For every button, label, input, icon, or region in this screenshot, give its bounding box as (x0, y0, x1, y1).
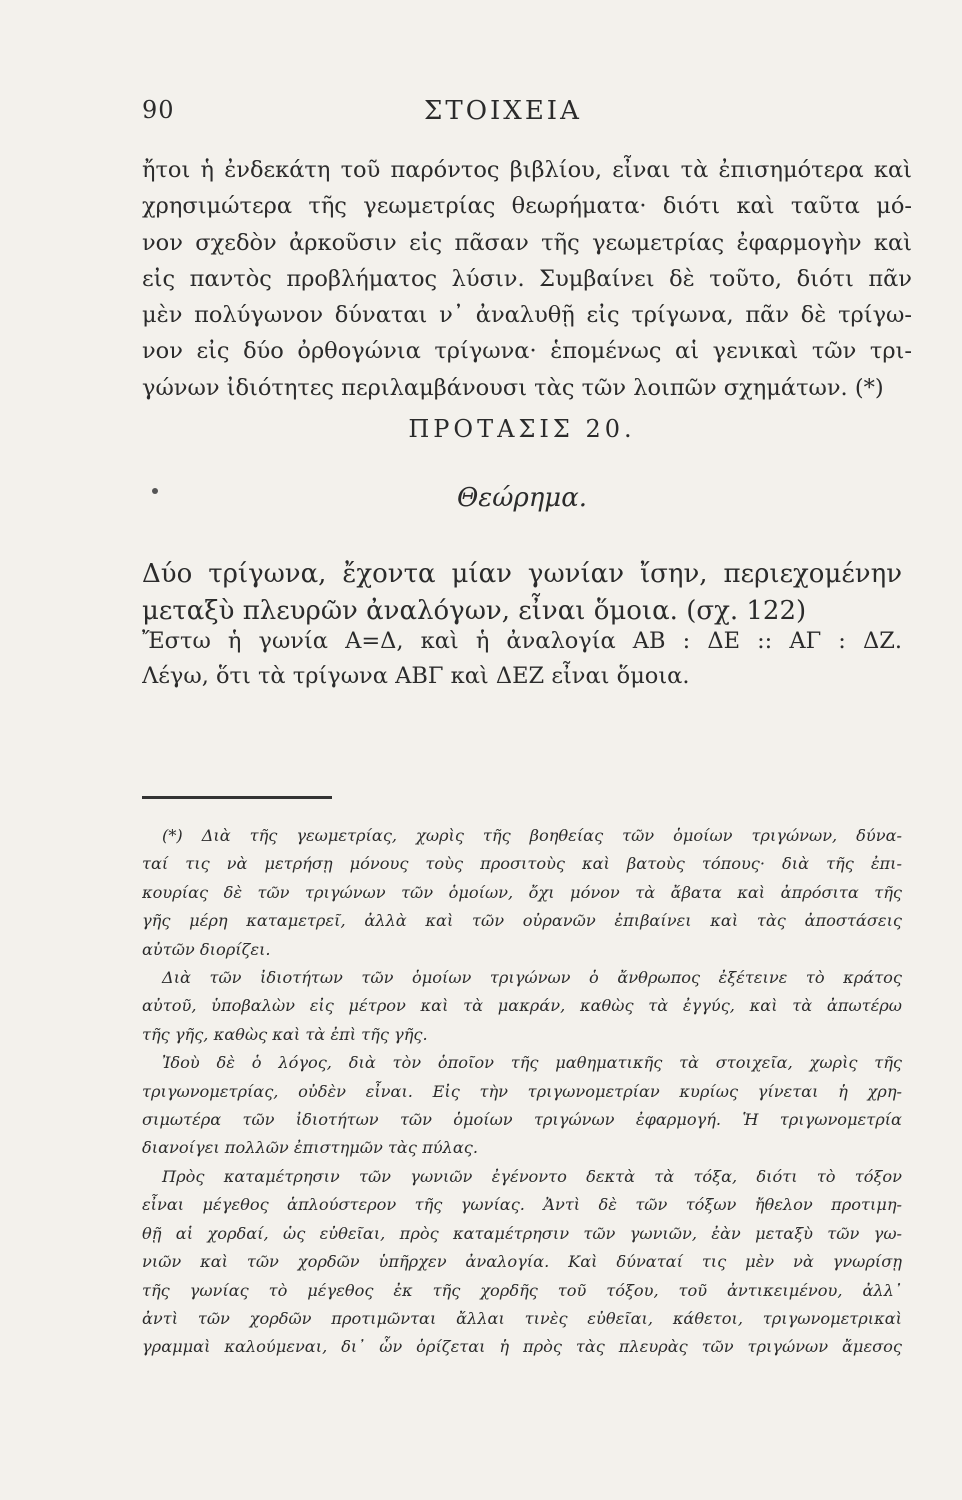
footnote-line: (*) Διὰ τῆς γεωμετρίας, χωρὶς τῆς βοηθείας τῶν ὁμοίων τριγώνων, δύνα- (162, 826, 902, 845)
theorem-heading: Θεώρημα. (456, 483, 588, 513)
footnote-line: θῇ αἱ χορδαί, ὡς εὐθεῖαι, πρὸς καταμέτρησιν τῶν γωνιῶν, ἐὰν μεταξὺ τῶν γω- (142, 1223, 902, 1243)
proof-line: Λέγω, ὅτι τὰ τρίγωνα ΑΒΓ καὶ ΔΕΖ εἶναι ὅμοια. (142, 663, 690, 689)
text-line: νον σχεδὸν ἀρκοῦσιν εἰς πᾶσαν τῆς γεωμετρίας ἐφαρμογὴν καὶ (142, 229, 912, 256)
text-line: ἤτοι ἡ ἐνδεκάτη τοῦ παρόντος βιβλίου, εἶναι τὰ ἐπισημότερα καὶ (142, 157, 912, 183)
theorem-statement (142, 556, 902, 630)
footnote-line: διανοίγει πολλῶν ἐπιστημῶν τὰς πύλας. (142, 1138, 478, 1158)
statement-line: Δύο τρίγωνα, ἔχοντα μίαν γωνίαν ἴσην, περιεχομένην (142, 559, 902, 589)
footnote-line: νιῶν καὶ τῶν χορδῶν ὑπῆρχεν ἀναλογία. Καὶ δύναταί τις μὲν νὰ γνωρίσῃ (142, 1252, 902, 1272)
footnote-line: Διὰ τῶν ἰδιοτήτων τῶν ὁμοίων τριγώνων ὁ ἄνθρωπος ἐξέτεινε τὸ κράτος (162, 968, 902, 988)
proof-line: Ἔστω ἡ γωνία Α=Δ, καὶ ἡ ἀναλογία ΑΒ : ΔΕ :: ΑΓ : ΔΖ. (142, 628, 902, 654)
text-line: μὲν πολύγωνον δύναται ν᾽ ἀναλυθῇ εἰς τρίγωνα, πᾶν δὲ τρίγω- (142, 302, 912, 329)
intro-paragraph (142, 152, 912, 406)
footnote-line: αὐτοῦ, ὑποβαλὼν εἰς μέτρον καὶ τὰ μακράν, καθὼς τὰ ἐγγύς, καὶ τὰ ἀπωτέρω (142, 996, 902, 1016)
proposition-heading: ΠΡΟΤΑΣΙΣ 20. (408, 415, 636, 443)
text-line: γώνων ἰδιότητες περιλαμβάνουσι τὰς τῶν λοιπῶν σχημάτων. (*) (142, 374, 884, 401)
footnote-divider (142, 796, 332, 799)
footnote-line: κουρίας δὲ τῶν τριγώνων τῶν ὁμοίων, ὄχι μόνον τὰ ἄβατα καὶ ἀπρόσιτα τῆς (142, 882, 902, 902)
footnote-line: Ἰδοὺ δὲ ὁ λόγος, διὰ τὸν ὁποῖον τῆς μαθηματικῆς τὰ στοιχεῖα, χωρὶς τῆς (162, 1053, 902, 1073)
footnote-line: ταί τις νὰ μετρήσῃ μόνους τοὺς προσιτοὺς καὶ βατοὺς τόπους· διὰ τῆς ἐπι- (142, 854, 902, 874)
footnote-line: γραμμαὶ καλούμεναι, δι᾽ ὧν ὁρίζεται ἡ πρὸς τὰς πλευρὰς τῶν τριγώνων ἄμεσος (142, 1337, 902, 1357)
footnote-line: Πρὸς καταμέτρησιν τῶν γωνιῶν ἐγένοντο δεκτὰ τὰ τόξα, διότι τὸ τόξον (162, 1166, 902, 1186)
text-line: νον εἰς δύο ὀρθογώνια τρίγωνα· ἑπομένως αἱ γενικαὶ τῶν τρι- (142, 338, 912, 365)
footnote-line: τῆς γῆς, καθὼς καὶ τὰ ἐπὶ τῆς γῆς. (142, 1024, 428, 1044)
footnote (142, 822, 902, 1362)
running-title: ΣΤΟΙΧΕΙΑ (424, 96, 582, 126)
statement-line: μεταξὺ πλευρῶν ἀναλόγων, εἶναι ὅμοια. (σχ. 122) (142, 596, 807, 626)
footnote-line: σιμωτέρα τῶν ἰδιοτήτων τῶν ὁμοίων τριγώνων ἐφαρμογή. Ἡ τριγωνομετρία (142, 1110, 902, 1130)
text-line: χρησιμώτερα τῆς γεωμετρίας θεωρήματα· διότι καὶ ταῦτα μό- (142, 193, 912, 220)
footnote-line: γῆς μέρη καταμετρεῖ, ἀλλὰ καὶ τῶν οὐρανῶν ἐπιβαίνει καὶ τὰς ἀποστάσεις (142, 911, 902, 931)
page-number: 90 (142, 96, 175, 124)
text-line: εἰς παντὸς προβλήματος λύσιν. Συμβαίνει δὲ τοῦτο, διότι πᾶν (142, 265, 912, 292)
footnote-line: εἶναι μέγεθος ἁπλούστερον τῆς γωνίας. Ἀντὶ δὲ τῶν τόξων ἤθελον προτιμη- (142, 1195, 902, 1215)
footnote-line: αὐτῶν διορίζει. (142, 939, 271, 959)
footnote-line: τῆς γωνίας τὸ μέγεθος ἐκ τῆς χορδῆς τοῦ τόξου, τοῦ ἀντικειμένου, ἀλλ᾽ (142, 1280, 902, 1300)
footnote-line: τριγωνομετρίας, οὐδὲν εἶναι. Εἰς τὴν τριγωνομετρίαν κυρίως γίνεται ἡ χρη- (142, 1081, 902, 1101)
proof-text (142, 624, 902, 694)
page-header (142, 96, 902, 132)
footnote-line: ἀντὶ τῶν χορδῶν προτιμῶνται ἄλλαι τινὲς εὐθεῖαι, κάθετοι, τριγωνομετρικαὶ (142, 1308, 902, 1328)
